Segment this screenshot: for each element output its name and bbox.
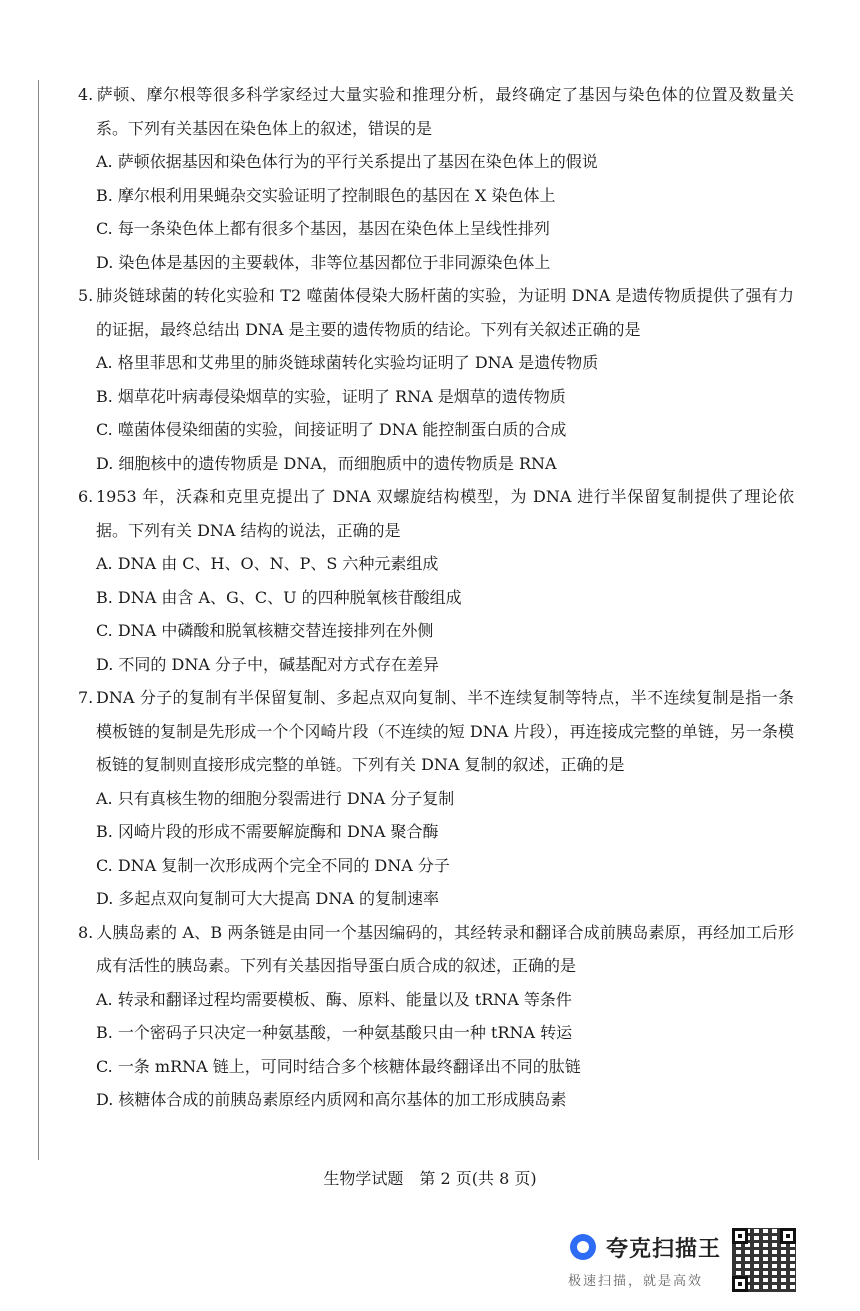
option-c: C. DNA 中磷酸和脱氧核糖交替连接排列在外侧 <box>96 621 434 640</box>
qr-finder-icon <box>780 1228 796 1244</box>
footer-page-number: 第 2 页(共 8 页) <box>419 1169 537 1188</box>
option-b: B. 冈崎片段的形成不需要解旋酶和 DNA 聚合酶 <box>96 822 439 841</box>
option-d: D. 不同的 DNA 分子中，碱基配对方式存在差异 <box>96 654 439 674</box>
option-d: D. 染色体是基因的主要载体，非等位基因都位于非同源染色体上 <box>96 252 551 272</box>
question-number: 7. <box>78 688 94 707</box>
option-c: C. 一条 mRNA 链上，可同时结合多个核糖体最终翻译出不同的肽链 <box>96 1056 581 1076</box>
scanner-logo-icon <box>570 1234 596 1260</box>
option-a: A. 只有真核生物的细胞分裂需进行 DNA 分子复制 <box>96 788 455 808</box>
qr-finder-icon <box>732 1228 748 1244</box>
option-b: B. 烟草花叶病毒侵染烟草的实验，证明了 RNA 是烟草的遗传物质 <box>96 386 566 406</box>
question-stem: 1953 年，沃森和克里克提出了 DNA 双螺旋结构模型，为 DNA 进行半保留复制提供了理论依据。下列有关 DNA 结构的说法，正确的是 <box>96 487 794 540</box>
watermark-brand: 夸克扫描王 <box>606 1237 722 1262</box>
option-d: D. 细胞核中的遗传物质是 DNA，而细胞质中的遗传物质是 RNA <box>96 453 557 473</box>
option-a: A. 格里菲思和艾弗里的肺炎链球菌转化实验均证明了 DNA 是遗传物质 <box>96 353 599 372</box>
option-b: B. 一个密码子只决定一种氨基酸，一种氨基酸只由一种 tRNA 转运 <box>96 1023 573 1042</box>
option-a: A. 萨顿依据基因和染色体行为的平行关系提出了基因在染色体上的假说 <box>96 152 598 171</box>
question-number: 4. <box>78 85 94 104</box>
qr-finder-icon <box>732 1276 748 1292</box>
question-number: 8. <box>78 922 94 942</box>
option-b: B. DNA 由含 A、G、C、U 的四种脱氧核苷酸组成 <box>96 587 462 607</box>
scanner-watermark <box>568 1228 800 1298</box>
option-d: D. 多起点双向复制可大大提高 DNA 的复制速率 <box>96 889 439 908</box>
question-number: 5. <box>78 286 94 305</box>
question-4 <box>78 78 794 279</box>
question-stem: 肺炎链球菌的转化实验和 T2 噬菌体侵染大肠杆菌的实验，为证明 DNA 是遗传物质提供了强有力的证据，最终总结出 DNA 是主要的遗传物质的结论。下列有关叙述正确的是 <box>96 286 794 339</box>
watermark-slogan: 极速扫描，就是高效 <box>568 1274 704 1289</box>
option-c: C. 每一条染色体上都有很多个基因，基因在染色体上呈线性排列 <box>96 219 550 238</box>
question-6 <box>78 480 794 681</box>
page-footer <box>0 1166 860 1189</box>
question-stem: DNA 分子的复制有半保留复制、多起点双向复制、半不连续复制等特点，半不连续复制是指一条模板链的复制是先形成一个个冈崎片段（不连续的短 DNA 片段），再连接成完整的单链，另一条模板链的复制则直接形成完整的单链。下列有关 DNA 复制的叙述，正确的是 <box>96 688 794 774</box>
binding-margin-line <box>38 80 39 1160</box>
question-stem: 人胰岛素的 A、B 两条链是由同一个基因编码的，其经转录和翻译合成前胰岛素原，再经加工后形成有活性的胰岛素。下列有关基因指导蛋白质合成的叙述，正确的是 <box>96 922 794 975</box>
option-c: C. DNA 复制一次形成两个完全不同的 DNA 分子 <box>96 855 450 875</box>
option-a: A. 转录和翻译过程均需要模板、酶、原料、能量以及 tRNA 等条件 <box>96 989 572 1009</box>
question-8 <box>78 916 794 1117</box>
question-number: 6. <box>78 487 94 506</box>
question-list <box>78 78 794 1117</box>
option-c: C. 噬菌体侵染细菌的实验，间接证明了 DNA 能控制蛋白质的合成 <box>96 420 567 439</box>
question-stem: 萨顿、摩尔根等很多科学家经过大量实验和推理分析，最终确定了基因与染色体的位置及数量关系。下列有关基因在染色体上的叙述，错误的是 <box>96 85 794 138</box>
option-a: A. DNA 由 C、H、O、N、P、S 六种元素组成 <box>96 554 439 573</box>
question-5 <box>78 279 794 480</box>
question-7 <box>78 681 794 916</box>
footer-subject: 生物学试题 <box>323 1169 404 1188</box>
option-b: B. 摩尔根利用果蝇杂交实验证明了控制眼色的基因在 X 染色体上 <box>96 185 556 205</box>
option-d: D. 核糖体合成的前胰岛素原经内质网和高尔基体的加工形成胰岛素 <box>96 1090 567 1109</box>
